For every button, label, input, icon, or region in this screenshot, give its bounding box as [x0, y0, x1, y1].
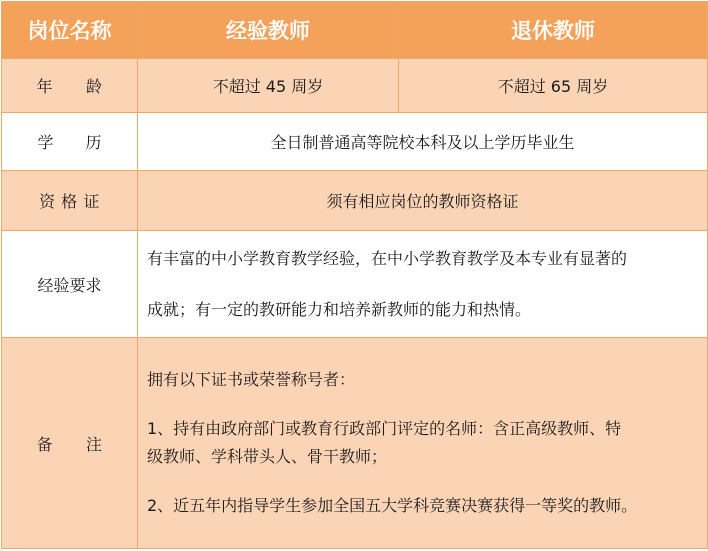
- value-experience: [138, 231, 708, 338]
- row-qualification: [2, 171, 708, 231]
- row-experience: [2, 231, 708, 338]
- notes-line-1: 拥有以下证书或荣誉称号者：: [147, 370, 356, 389]
- requirements-table: [1, 1, 708, 549]
- experience-line-2: 成就；有一定的教研能力和培养新教师的能力和热情。: [147, 299, 532, 319]
- label-experience: 经验要求: [2, 231, 138, 338]
- notes-line-2: 1、持有由政府部门或教育行政部门评定的名师：含正高级教师、特: [147, 419, 622, 438]
- row-education: [2, 113, 708, 171]
- header-row: [2, 2, 708, 59]
- header-retired-teacher: 退休教师: [399, 2, 708, 59]
- header-position: 岗位名称: [2, 2, 138, 59]
- value-education: 全日制普通高等院校本科及以上学历毕业生: [138, 113, 708, 171]
- row-age: [2, 59, 708, 113]
- notes-line-3: 级教师、学科带头人、骨干教师；: [147, 447, 388, 466]
- row-notes: [2, 338, 708, 549]
- label-qualification: 资 格 证: [2, 171, 138, 231]
- label-notes: 备 注: [2, 338, 138, 549]
- experience-line-1: 有丰富的中小学教育教学经验，在中小学教育教学及本专业有显著的: [147, 248, 628, 268]
- value-notes: [138, 338, 708, 549]
- value-age-retired: 不超过 65 周岁: [399, 59, 708, 113]
- notes-line-4: 2、近五年内指导学生参加全国五大学科竞赛决赛获得一等奖的教师。: [147, 496, 638, 515]
- label-age: 年 龄: [2, 59, 138, 113]
- value-qualification: 须有相应岗位的教师资格证: [138, 171, 708, 231]
- value-age-experienced: 不超过 45 周岁: [138, 59, 399, 113]
- label-education: 学 历: [2, 113, 138, 171]
- header-experienced-teacher: 经验教师: [138, 2, 399, 59]
